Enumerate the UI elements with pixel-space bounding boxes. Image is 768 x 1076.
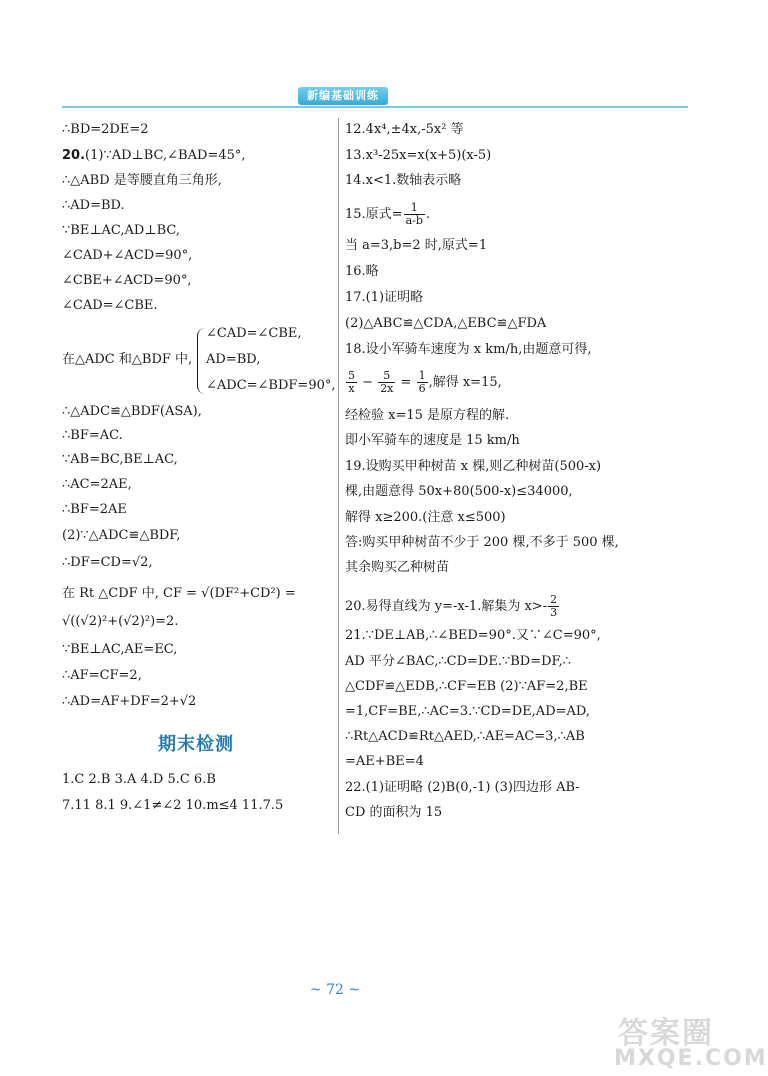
left-line-15: (2)∵△ADC≌△BDF, (62, 528, 181, 543)
brace-line-2: AD=BD, (206, 352, 261, 367)
right-line-5: 当 a=3,b=2 时,原式=1 (345, 238, 488, 253)
eq-f1-num: 5 (348, 369, 355, 382)
right-line-14: 棵,由题意得 50x+80(500-x)≤34000, (345, 484, 573, 499)
q20-text: (1)∵AD⊥BC,∠BAD=45°, (85, 148, 246, 163)
brace-line-3: ∠ADC=∠BDF=90°, (206, 378, 336, 393)
left-line-4: ∴AD=BD. (62, 198, 125, 213)
eq-f2-num: 5 (378, 370, 395, 383)
right-line-23: ∴Rt△ACD≌Rt△AED,∴AE=AC=3,∴AB (345, 729, 585, 744)
left-line-11: ∴BF=AC. (62, 428, 123, 443)
left-line-9: 在△ADC 和△BDF 中, (62, 352, 193, 367)
right-line-4 (345, 202, 430, 227)
right-line-11: 经检验 x=15 是原方程的解. (345, 408, 510, 423)
q20r-fraction (548, 594, 559, 619)
q15-numerator: 1 (404, 202, 425, 215)
q20r-text: 20.易得直线为 y=-x-1.解集为 x>- (345, 599, 548, 614)
right-line-18 (345, 594, 560, 619)
right-line-24: =AE+BE=4 (345, 754, 424, 769)
eq-solve-text: ,解得 x=15, (428, 375, 502, 390)
left-line-7: ∠CBE+∠ACD=90°, (62, 273, 192, 288)
q15-fraction (404, 202, 425, 227)
left-line-5: ∵BE⊥AC,AD⊥BC, (62, 223, 180, 238)
q15-label: 15.原式= (345, 207, 403, 222)
left-line-17: 在 Rt △CDF 中, CF = √(DF²+CD²) = (62, 586, 296, 601)
right-line-26: CD 的面积为 15 (345, 805, 443, 820)
left-line-8: ∠CAD=∠CBE. (62, 298, 158, 313)
right-line-20: AD 平分∠BAC,∴CD=DE.∵BD=DF,∴ (345, 654, 571, 669)
left-line-12: ∵AB=BC,BE⊥AC, (62, 452, 178, 467)
right-line-12: 即小军骑车的速度是 15 km/h (345, 433, 520, 448)
watermark (612, 1008, 768, 1072)
answers-line-1: 1.C 2.B 3.A 4.D 5.C 6.B (62, 772, 216, 787)
left-line-13: ∴AC=2AE, (62, 477, 132, 492)
right-line-10 (345, 370, 502, 395)
right-line-22: =1,CF=BE,∴AC=3.∵CD=DE,AD=AD, (345, 704, 590, 719)
right-line-7: 17.(1)证明略 (345, 290, 424, 305)
right-line-16: 答:购买甲种树苗不少于 200 棵,不多于 500 棵, (345, 535, 619, 550)
eq-fraction-2 (378, 370, 395, 395)
eq-equals: = (400, 375, 412, 390)
section-title: 期末检测 (158, 734, 234, 755)
column-divider (338, 118, 339, 834)
right-line-13: 19.设购买甲种树苗 x 棵,则乙种树苗(500-x) (345, 459, 602, 474)
left-line-10: ∴△ADC≌△BDF(ASA), (62, 404, 202, 419)
left-line-20: ∴AF=CF=2, (62, 668, 142, 683)
right-line-9: 18.设小军骑车速度为 x km/h,由题意可得, (345, 342, 592, 357)
right-line-1: 12.4x⁴,±4x,-5x² 等 (345, 122, 464, 137)
watermark-top: 答案圈 (618, 1016, 714, 1051)
eq-fraction-1 (346, 370, 357, 395)
right-line-19: 21.∵DE⊥AB,∴∠BED=90°.又∵∠C=90°, (345, 628, 601, 643)
eq-f2-den: 2x (380, 382, 394, 395)
q20r-num: 2 (550, 593, 558, 606)
left-line-21: ∴AD=AF+DF=2+√2 (62, 694, 197, 709)
right-line-15: 解得 x≥200.(注意 x≤500) (345, 510, 506, 525)
left-line-16: ∴DF=CD=√2, (62, 555, 153, 570)
eq-minus: − (362, 375, 374, 390)
eq-f3-den: 6 (418, 382, 426, 395)
right-line-25: 22.(1)证明略 (2)B(0,-1) (3)四边形 AB- (345, 780, 580, 795)
right-line-17: 其余购买乙种树苗 (345, 560, 450, 575)
left-line-19: ∵BE⊥AC,AE=EC, (62, 642, 178, 657)
eq-f3-num: 1 (418, 369, 426, 382)
left-line-6: ∠CAD+∠ACD=90°, (62, 248, 193, 263)
page-number: ~ 72 ~ (309, 982, 361, 998)
left-line-2 (62, 148, 246, 164)
header-rule (62, 106, 688, 108)
eq-f1-den: x (348, 382, 355, 395)
right-line-3: 14.x<1.数轴表示略 (345, 173, 462, 188)
left-line-18: √((√2)²+(√2)²)=2. (62, 614, 179, 629)
q15-denominator: a-b (405, 214, 423, 227)
q15-period: . (425, 207, 431, 222)
q20r-den: 3 (550, 606, 558, 619)
q20-number: 20. (62, 148, 86, 163)
left-line-1: ∴BD=2DE=2 (62, 122, 149, 137)
answers-line-2: 7.11 8.1 9.∠1≠∠2 10.m≤4 11.7.5 (62, 798, 284, 813)
right-line-2: 13.x³-25x=x(x+5)(x-5) (345, 148, 492, 163)
eq-fraction-3 (417, 370, 428, 395)
header-banner: 新编基础训练 (298, 87, 388, 105)
right-line-21: △CDF≌△EDB,∴CF=EB (2)∵AF=2,BE (345, 679, 588, 694)
brace-line-1: ∠CAD=∠CBE, (206, 326, 302, 341)
watermark-bottom: MXQE.COM (614, 1046, 768, 1071)
left-line-14: ∴BF=2AE (62, 502, 127, 517)
right-line-6: 16.略 (345, 264, 379, 279)
left-line-3: ∴△ABD 是等腰直角三角形, (62, 173, 222, 188)
right-line-8: (2)△ABC≌△CDA,△EBC≌△FDA (345, 316, 547, 331)
